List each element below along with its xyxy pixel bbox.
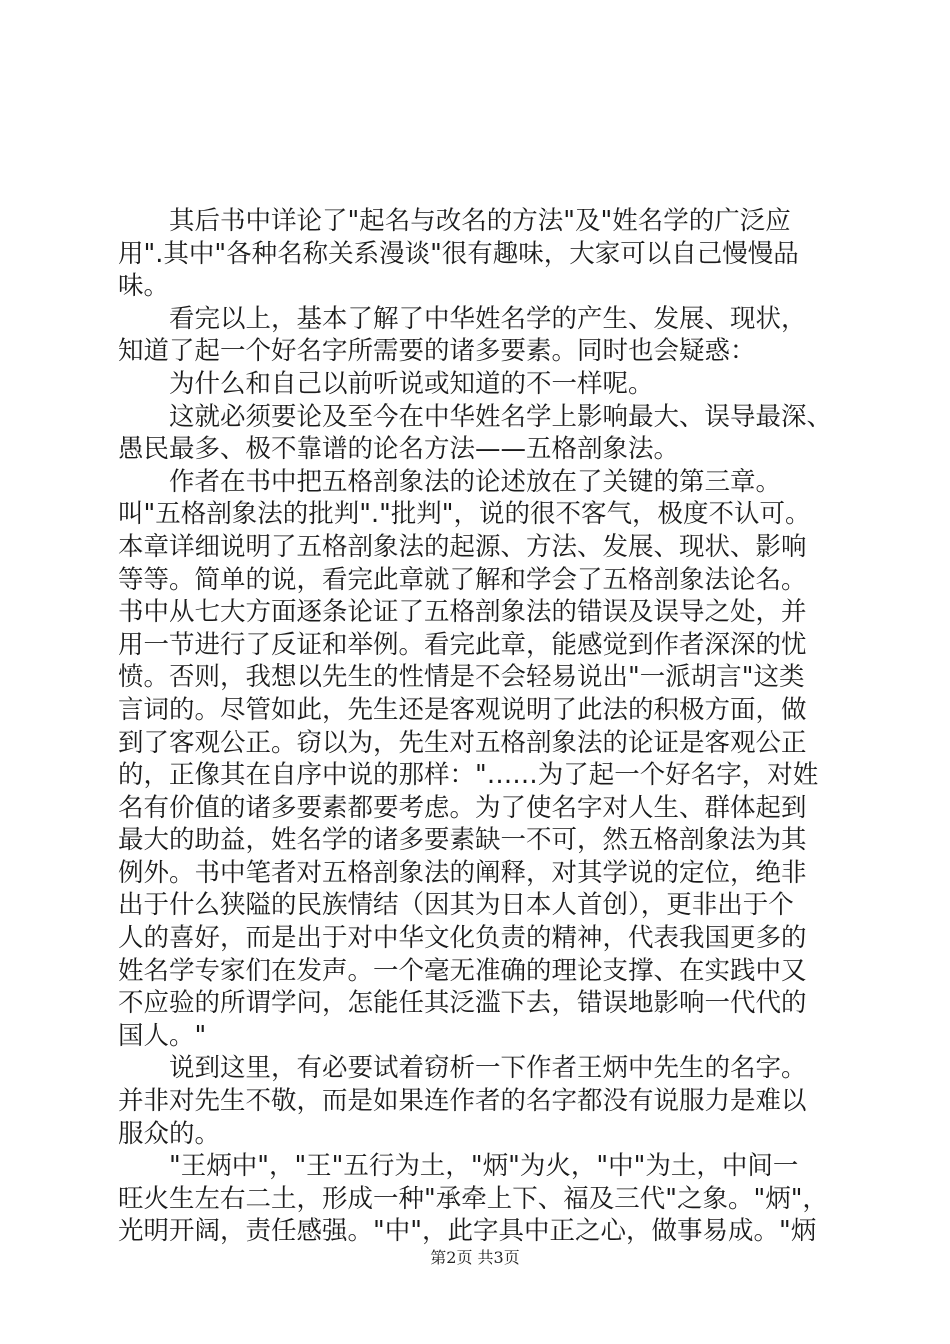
text-line: 叫"五格剖象法的批判"."批判"，说的很不客气，极度不认可。 — [118, 499, 811, 530]
text-line: 最大的助益，姓名学的诸多要素缺一不可，然五格剖象法为其 — [118, 825, 807, 856]
text-line: 国人。" — [118, 1020, 207, 1051]
text-line: 味。 — [118, 271, 170, 302]
text-line: 名有价值的诸多要素都要考虑。为了使名字对人生、群体起到 — [118, 792, 807, 823]
text-line: 到了客观公正。窃以为，先生对五格剖象法的论证是客观公正 — [118, 727, 807, 758]
text-line: 知道了起一个好名字所需要的诸多要素。同时也会疑惑： — [118, 336, 756, 367]
text-line: 出于什么狭隘的民族情结（因其为日本人首创），更非出于个 — [118, 890, 794, 921]
text-line: 本章详细说明了五格剖象法的起源、方法、发展、现状、影响 — [118, 531, 807, 562]
text-line: 姓名学专家们在发声。一个毫无准确的理论支撑、在实践中又 — [118, 955, 807, 986]
text-line: 愤。否则，我想以先生的性情是不会轻易说出"一派胡言"这类 — [118, 662, 805, 693]
text-line: 服众的。 — [118, 1118, 221, 1149]
page-footer — [0, 1245, 950, 1268]
text-line: 说到这里，有必要试着窃析一下作者王炳中先生的名字。 — [118, 1053, 807, 1084]
text-line: 例外。书中笔者对五格剖象法的阐释，对其学说的定位，绝非 — [118, 857, 807, 888]
page-number-label: 第2页 共3页 — [430, 1248, 520, 1267]
text-line: 愚民最多、极不靠谱的论名方法——五格剖象法。 — [118, 434, 680, 465]
text-line: 旺火生左右二土，形成一种"承牵上下、福及三代"之象。"炳"， — [118, 1183, 828, 1214]
text-line: 人的喜好，而是出于对中华文化负责的精神，代表我国更多的 — [118, 923, 807, 954]
text-line: 为什么和自己以前听说或知道的不一样呢。 — [118, 368, 654, 399]
text-line: "王炳中"，"王"五行为土，"炳"为火，"中"为土，中间一 — [118, 1151, 799, 1182]
text-line: 的，正像其在自序中说的那样："……为了起一个好名字，对姓 — [118, 760, 819, 791]
text-line: 作者在书中把五格剖象法的论述放在了关键的第三章。 — [118, 466, 782, 497]
text-line: 光明开阔，责任感强。"中"，此字具中正之心，做事易成。"炳 — [118, 1216, 817, 1247]
text-line: 用一节进行了反证和举例。看完此章，能感觉到作者深深的忧 — [118, 629, 807, 660]
text-line: 这就必须要论及至今在中华姓名学上影响最大、误导最深、 — [118, 401, 833, 432]
text-line: 并非对先生不敬，而是如果连作者的名字都没有说服力是难以 — [118, 1086, 807, 1117]
text-line: 其后书中详论了"起名与改名的方法"及"姓名学的广泛应 — [118, 206, 791, 236]
text-line: 不应验的所谓学问，怎能任其泛滥下去，错误地影响一代代的 — [118, 988, 807, 1019]
text-line: 看完以上，基本了解了中华姓名学的产生、发展、现状， — [118, 303, 807, 334]
text-line: 言词的。尽管如此，先生还是客观说明了此法的积极方面，做 — [118, 694, 807, 725]
document-body — [118, 205, 838, 1248]
text-line: 书中从七大方面逐条论证了五格剖象法的错误及误导之处，并 — [118, 597, 807, 628]
text-line: 等等。简单的说，看完此章就了解和学会了五格剖象法论名。 — [118, 564, 807, 595]
text-line: 用".其中"各种名称关系漫谈"很有趣味，大家可以自己慢慢品 — [118, 238, 799, 269]
